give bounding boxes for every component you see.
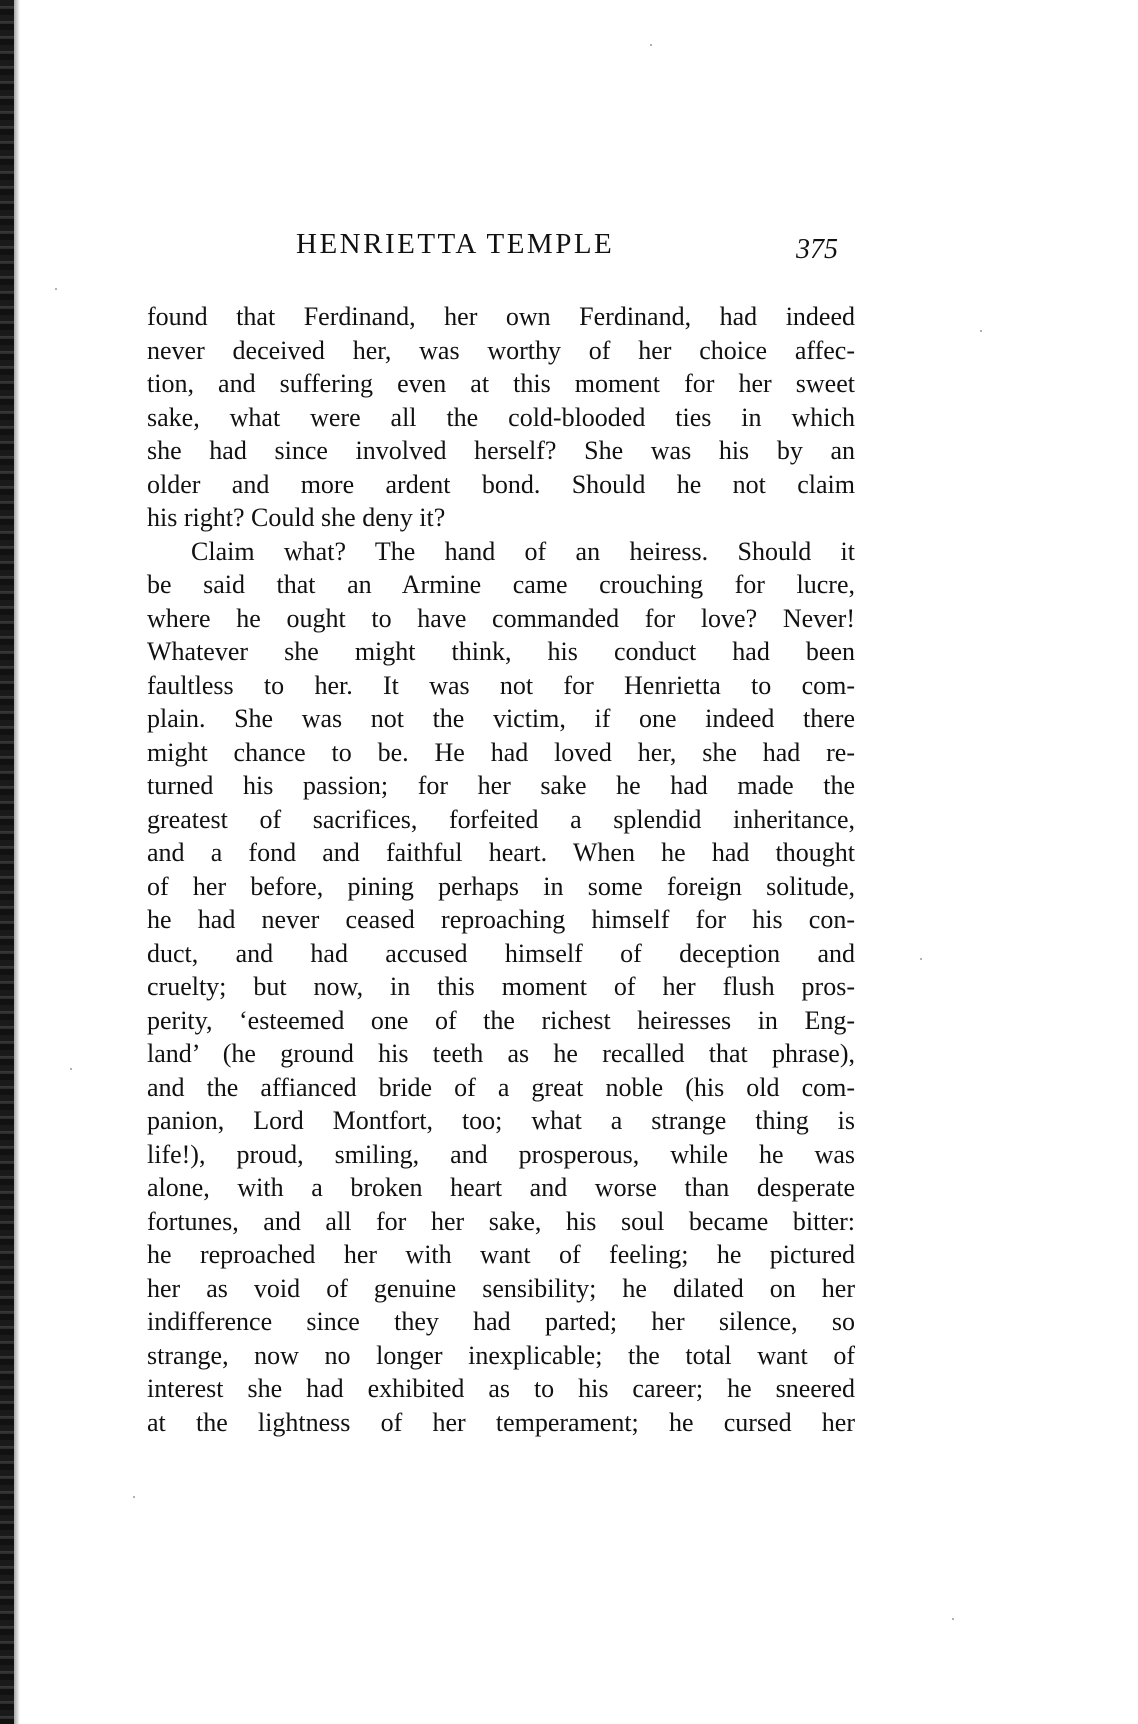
text-line: at the lightness of her temperament; he cursed her	[147, 1407, 855, 1437]
text-line: of her before, pining perhaps in some foreign solitude,	[147, 871, 855, 901]
text-line: panion, Lord Montfort, too; what a strange thing is	[147, 1106, 855, 1135]
text-line: be said that an Armine came crouching for lucre,	[147, 570, 855, 599]
text-line: interest she had exhibited as to his career; he sneered	[147, 1374, 855, 1403]
text-line: alone, with a broken heart and worse than desperate	[147, 1173, 855, 1202]
text-line: he reproached her with want of feeling; he pictured	[147, 1240, 855, 1269]
page-header	[296, 228, 856, 272]
text-line: tion, and suffering even at this moment for her sweet	[147, 369, 855, 398]
text-line: greatest of sacrifices, forfeited a splendid inheritance,	[147, 804, 855, 834]
text-line: where he ought to have commanded for love? Never!	[147, 603, 855, 633]
paper-speck	[70, 1068, 72, 1070]
text-line: and a fond and faithful heart. When he had thought	[147, 838, 855, 867]
text-line: fortunes, and all for her sake, his soul became bitter:	[147, 1206, 855, 1236]
page-number: 375	[796, 234, 838, 265]
text-line: and the affianced bride of a great noble (his old com-	[147, 1072, 855, 1102]
paper-speck	[952, 1618, 954, 1620]
text-line: older and more ardent bond. Should he not claim	[147, 469, 855, 499]
text-line: duct, and had accused himself of deception and	[147, 938, 855, 968]
text-line: faultless to her. It was not for Henrietta to com-	[147, 670, 855, 700]
paper-speck	[650, 44, 652, 46]
text-line: Whatever she might think, his conduct had been	[147, 637, 855, 666]
running-title: HENRIETTA TEMPLE	[296, 228, 615, 260]
text-line: she had since involved herself? She was his by an	[147, 436, 855, 465]
text-line: perity, ‘esteemed one of the richest heiresses in Eng-	[147, 1005, 855, 1035]
text-line: found that Ferdinand, her own Ferdinand, had indeed	[147, 302, 855, 331]
text-line: life!), proud, smiling, and prosperous, while he was	[147, 1139, 855, 1169]
paper-speck	[133, 1496, 135, 1498]
body-text	[147, 300, 855, 1439]
book-binding-edge	[0, 0, 14, 1724]
text-line: her as void of genuine sensibility; he dilated on her	[147, 1273, 855, 1303]
paper-speck	[980, 330, 982, 332]
text-line: sake, what were all the cold-blooded ties in which	[147, 402, 855, 432]
paper-speck	[55, 288, 57, 290]
text-line: indifference since they had parted; her silence, so	[147, 1307, 855, 1336]
text-line: turned his passion; for her sake he had made the	[147, 771, 855, 800]
text-line-paragraph-end: his right? Could she deny it?	[147, 503, 446, 532]
text-line: land’ (he ground his teeth as he recalled that phrase),	[147, 1039, 855, 1068]
text-line: cruelty; but now, in this moment of her flush pros-	[147, 972, 855, 1001]
text-line: never deceived her, was worthy of her choice affec-	[147, 335, 855, 365]
paper-speck	[920, 958, 922, 960]
text-line: strange, now no longer inexplicable; the total want of	[147, 1340, 855, 1370]
text-line: he had never ceased reproaching himself for his con-	[147, 905, 855, 934]
text-line: might chance to be. He had loved her, she had re-	[147, 737, 855, 767]
text-line: plain. She was not the victim, if one indeed there	[147, 704, 855, 733]
text-line-paragraph-start: Claim what? The hand of an heiress. Should it	[191, 536, 855, 566]
